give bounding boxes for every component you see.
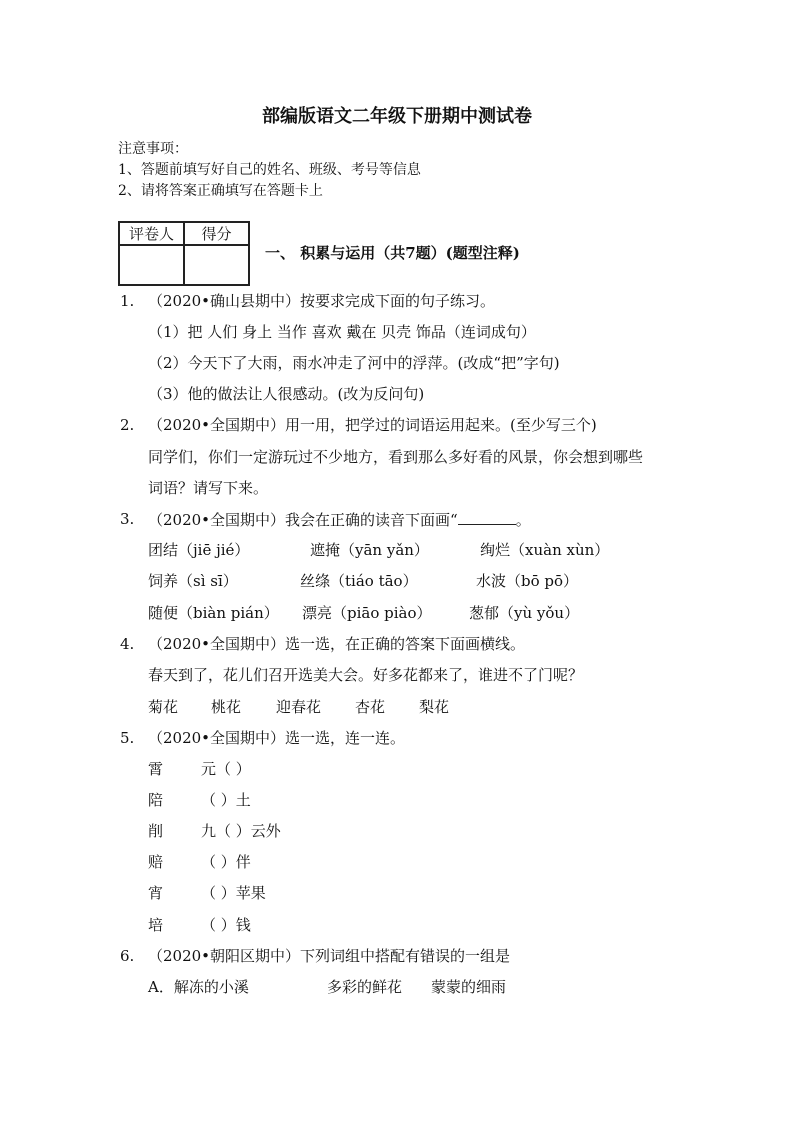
q3-option[interactable]: 漂亮（piāo piào） <box>302 604 432 622</box>
q3-option[interactable]: 遮掩（yān yǎn） <box>310 541 429 559</box>
score-table-score-header: 得分 <box>184 222 249 245</box>
q2-line-2: 词语？请写下来。 <box>148 479 269 497</box>
q3-option[interactable]: 丝绦（tiáo tāo） <box>300 572 418 590</box>
notice-item-2: 2、请将答案正确填写在答题卡上 <box>118 183 323 199</box>
q5-right-phrase[interactable]: 九（ ）云外 <box>201 822 281 840</box>
q4-option[interactable]: 菊花 <box>148 698 179 716</box>
q4-option[interactable]: 杏花 <box>355 698 386 716</box>
q6-option-a-1[interactable]: A．解冻的小溪 <box>148 978 249 996</box>
q4-option[interactable]: 桃花 <box>211 698 242 716</box>
q5-left-char[interactable]: 霄 <box>148 760 164 778</box>
q5-left-char[interactable]: 赔 <box>148 853 164 871</box>
q3-stem-end: 。 <box>515 511 531 529</box>
q1-sub-1: （1）把 人们 身上 当作 喜欢 戴在 贝壳 饰品（连词成句） <box>148 323 536 341</box>
page-title: 部编版语文二年级下册期中测试卷 <box>262 106 532 127</box>
q3-option[interactable]: 绚烂（xuàn xùn） <box>480 541 610 559</box>
q1-stem: （2020•确山县期中）按要求完成下面的句子练习。 <box>148 292 496 310</box>
q5-right-phrase[interactable]: （ ）苹果 <box>201 884 266 902</box>
q5-number: 5. <box>120 729 135 747</box>
notice-item-1: 1、答题前填写好自己的姓名、班级、考号等信息 <box>118 162 421 178</box>
q6-option-a-2[interactable]: 多彩的鲜花 <box>327 978 403 996</box>
q3-option[interactable]: 葱郁（yù yǒu） <box>469 604 580 622</box>
q6-option-a-3[interactable]: 蒙蒙的细雨 <box>431 978 507 996</box>
q4-option[interactable]: 梨花 <box>419 698 450 716</box>
q3-stem <box>148 510 531 529</box>
q5-left-char[interactable]: 陪 <box>148 791 164 809</box>
score-table <box>118 221 250 286</box>
q5-right-phrase[interactable]: （ ）钱 <box>201 916 251 934</box>
section-title: 一、 积累与运用（共7题）(题型注释) <box>265 244 520 262</box>
q5-stem: （2020•全国期中）选一选，连一连。 <box>148 729 406 747</box>
score-table-grader-header: 评卷人 <box>119 222 184 245</box>
q3-option[interactable]: 饲养（sì sī） <box>148 572 238 590</box>
q5-right-phrase[interactable]: （ ）伴 <box>201 853 251 871</box>
q5-left-char[interactable]: 宵 <box>148 884 164 902</box>
q4-line: 春天到了，花儿们召开选美大会。好多花都来了，谁进不了门呢？ <box>148 666 584 684</box>
q4-number: 4. <box>120 635 135 653</box>
q3-stem-text: （2020•全国期中）我会在正确的读音下面画“ <box>148 511 458 529</box>
q3-option[interactable]: 团结（jiē jié） <box>148 541 250 559</box>
q5-left-char[interactable]: 削 <box>148 822 164 840</box>
q2-number: 2. <box>120 416 135 434</box>
q4-option[interactable]: 迎春花 <box>276 698 322 716</box>
score-table-score-cell[interactable] <box>184 245 249 285</box>
q5-right-phrase[interactable]: 元（ ） <box>201 760 251 778</box>
q3-answer-blank[interactable] <box>458 510 516 525</box>
q6-stem: （2020•朝阳区期中）下列词组中搭配有错误的一组是 <box>148 947 511 965</box>
q1-sub-3: （3）他的做法让人很感动。(改为反问句) <box>148 385 425 403</box>
q2-line-1: 同学们，你们一定游玩过不少地方，看到那么多好看的风景，你会想到哪些 <box>148 448 644 466</box>
q3-number: 3. <box>120 510 135 528</box>
q5-left-char[interactable]: 培 <box>148 916 164 934</box>
q1-sub-2: （2）今天下了大雨，雨水冲走了河中的浮萍。(改成“把”字句) <box>148 354 560 372</box>
q6-number: 6. <box>120 947 135 965</box>
q5-right-phrase[interactable]: （ ）土 <box>201 791 251 809</box>
q1-number: 1. <box>120 292 135 310</box>
notice-heading: 注意事项： <box>118 141 188 157</box>
q3-option[interactable]: 水波（bō pō） <box>476 572 579 590</box>
score-table-grader-cell[interactable] <box>119 245 184 285</box>
q3-option[interactable]: 随便（biàn pián） <box>148 604 279 622</box>
q4-stem: （2020•全国期中）选一选，在正确的答案下面画横线。 <box>148 635 526 653</box>
q2-stem: （2020•全国期中）用一用，把学过的词语运用起来。(至少写三个) <box>148 416 597 434</box>
